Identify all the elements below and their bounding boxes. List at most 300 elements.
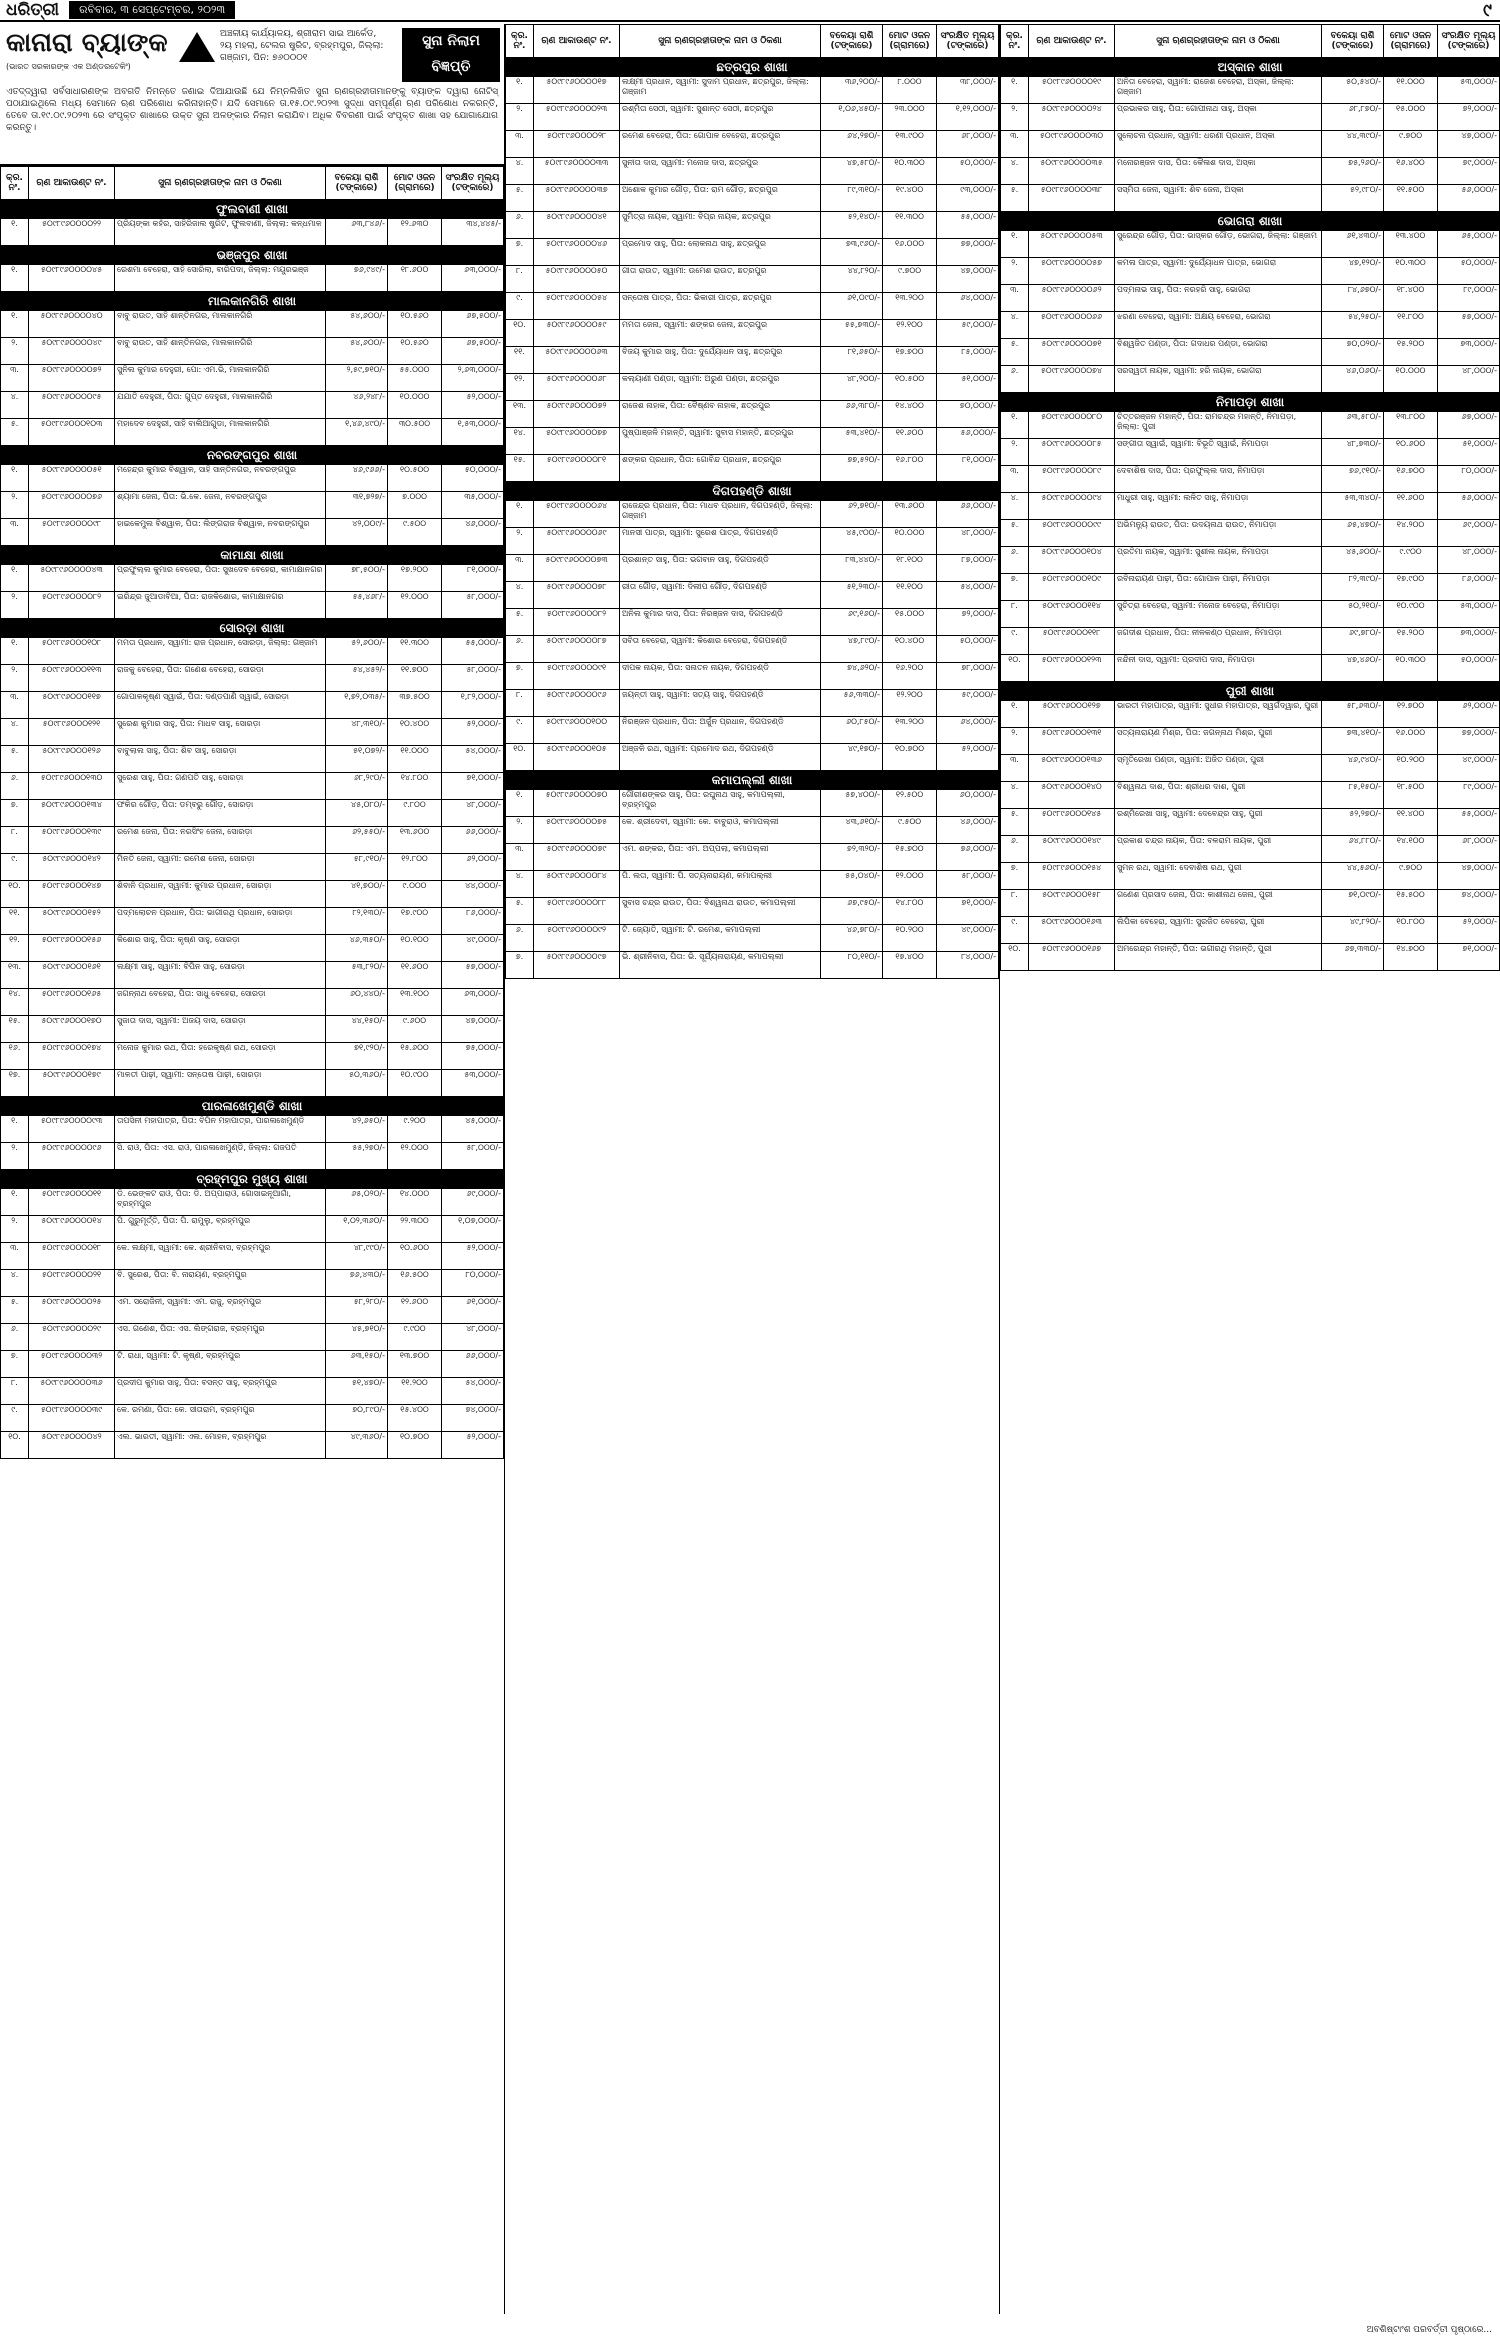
reserve-price: ୪୯,୦୦୦/- [1438, 755, 1500, 782]
table-row [1, 265, 504, 292]
gold-weight: ୧୧.୪୦୦ [1384, 809, 1438, 836]
reserve-price: ୭୦,୦୦୦/- [937, 401, 999, 428]
serial-number: ୪. [506, 158, 534, 185]
reserve-price: ୬୨,୦୦୦/- [442, 854, 504, 881]
gold-weight: ୧୪.୦୦୦ [388, 1189, 442, 1216]
borrower-name-address: ସୁନୀତା ଦାସ, ସ୍ୱାମୀ: ମନୋଜ ଦାସ, ଛତ୍ରପୁର [620, 158, 821, 185]
borrower-name-address: ଲକ୍ଷ୍ମୀ ସାହୁ, ସ୍ୱାମୀ: ବିପିନ ସାହୁ, ସୋରଡ଼ା [115, 962, 326, 989]
branch-heading-row [1001, 393, 1500, 412]
table-row [1001, 77, 1500, 104]
serial-number: ୩. [506, 844, 534, 871]
table-row [1001, 520, 1500, 547]
reserve-price: ୧,୫୩,୦୦୦/- [442, 419, 504, 446]
branch-heading: ଛତ୍ରପୁର ଶାଖା [506, 58, 999, 77]
bank-tagline: (ଭାରତ ସରକାରଙ୍କ ଏକ ଅଣ୍ଡରଟେକିଂ) [6, 61, 131, 71]
table-row [506, 347, 999, 374]
borrower-name-address: ଟି. ରାଧା, ସ୍ୱାମୀ: ଟି. କୃଷ୍ଣ, ବ୍ରହ୍ମପୁର [115, 1351, 326, 1378]
loan-account-number: ୫୦୯୮୯୬୦୦୦୦୮୭ [534, 636, 620, 663]
borrower-name-address: ପ୍ରମୋଦ ସାହୁ, ପିତା: ଲୋକନାଥ ସାହୁ, ଛତ୍ରପୁର [620, 239, 821, 266]
reserve-price: ୪୭,୦୦୦/- [937, 266, 999, 293]
outstanding-amount: ୧,୦୬,୪୫୦/- [821, 104, 883, 131]
gold-weight: ୧୮.୬୦୦ [388, 265, 442, 292]
outstanding-amount: ୬୮,୨୯୦/- [326, 773, 388, 800]
loan-account-number: ୫୦୯୮୯୬୦୦୦୧୦୫ [534, 744, 620, 771]
reserve-price: ୫୪,୦୦୦/- [442, 746, 504, 773]
reserve-price: ୫୩,୦୦୦/- [442, 1070, 504, 1097]
table-row [1, 1070, 504, 1097]
borrower-name-address: ସନ୍ତୋଷ ପାତ୍ର, ପିତା: ଭିକାରୀ ପାତ୍ର, ଛତ୍ରପୁର [620, 293, 821, 320]
loan-account-number: ୫୦୯୮୯୬୦୦୦୦୯୨ [534, 925, 620, 952]
loan-account-number: ୫୦୯୮୯୬୦୦୦୦୪୫ [29, 265, 115, 292]
table-row [506, 528, 999, 555]
loan-account-number: ୫୦୯୮୯୬୦୦୦୦୭୬ [29, 492, 115, 519]
table-row [1, 311, 504, 338]
branch-heading-row [506, 771, 999, 790]
serial-number: ୫. [506, 609, 534, 636]
gold-weight: ୯.୯୦୦ [388, 1324, 442, 1351]
branch-heading: ବ୍ରହ୍ମପୁର ମୁଖ୍ୟ ଶାଖା [1, 1170, 504, 1189]
table-row [506, 455, 999, 482]
col-name: ସୁନା ଋଣଗ୍ରହୀତାଙ୍କ ନାମ ଓ ଠିକଣା [1115, 25, 1322, 58]
borrower-name-address: ବିଶ୍ୱନାଥ ଦାଶ, ପିତା: ଶ୍ରୀଧର ଦାଶ, ପୁରୀ [1115, 782, 1322, 809]
borrower-name-address: ଗୌରୀଶଙ୍କର ସାହୁ, ପିତା: ରଘୁନାଥ ସାହୁ, କମାପଲ୍ଲୀ, ବ୍ରହ୍ମପୁର [620, 790, 821, 817]
gold-weight: ୧୭.୪୦୦ [883, 952, 937, 979]
gold-weight: ୧୦.୯୦୦ [1384, 601, 1438, 628]
borrower-name-address: ଫକିର ଗୌଡ଼, ପିତା: ଡମ୍ବରୁ ଗୌଡ଼, ସୋରଡ଼ା [115, 800, 326, 827]
reserve-price: ୫୨,୦୦୦/- [442, 1243, 504, 1270]
reserve-price: ୭୨,୦୦୦/- [1438, 104, 1500, 131]
table-row [1, 1116, 504, 1143]
outstanding-amount: ୬୮,୮୭୦/- [1322, 104, 1384, 131]
branch-heading: ସୋରଡ଼ା ଶାଖା [1, 619, 504, 638]
page-header [0, 0, 1500, 22]
borrower-name-address: ଜଗଦୀଶ ପ୍ରଧାନ, ପିତା: ନୀଳକଣ୍ଠ ପ୍ରଧାନ, ନିମାପଡ଼ା [1115, 628, 1322, 655]
outstanding-amount: ୫୩,୮୨୦/- [326, 962, 388, 989]
borrower-name-address: ଅମରେନ୍ଦ୍ର ମହାନ୍ତି, ପିତା: ଭଗୀରଥି ମହାନ୍ତି, ପୁରୀ [1115, 944, 1322, 971]
reserve-price: ୭୬,୦୦୦/- [937, 844, 999, 871]
serial-number: ୧୦. [1, 881, 29, 908]
borrower-name-address: ଭି. ଶ୍ରୀନିବାସ, ପିତା: ଭି. ସୂର୍ଯ୍ୟନାରାୟଣ, କମାପଲ୍ଲୀ [620, 952, 821, 979]
outstanding-amount: ୫୮,୯୧୦/- [326, 854, 388, 881]
bank-name: କାନାରା ବ୍ୟାଙ୍କ [6, 28, 168, 58]
reserve-price: ୫୪,୦୦୦/- [937, 582, 999, 609]
table-row [506, 871, 999, 898]
gold-weight: ୧୧.୬୦୦ [1384, 493, 1438, 520]
reserve-price: ୭୨,୦୦୦/- [937, 609, 999, 636]
outstanding-amount: ୬୭,୯୫୦/- [821, 898, 883, 925]
reserve-price: ୪୭,୦୦୦/- [1438, 131, 1500, 158]
table-row [1001, 185, 1500, 212]
reserve-price: ୬୪,୦୦୦/- [937, 293, 999, 320]
gold-weight: ୧୦.୫୦୦ [388, 465, 442, 492]
outstanding-amount: ୫୨,୬୦୦/- [326, 638, 388, 665]
reserve-price: ୫୧,୦୦୦/- [1438, 439, 1500, 466]
issue-date: ରବିବାର, ୩ ସେପ୍ଟେମ୍ବର, ୨୦୨୩ [69, 1, 235, 19]
borrower-name-address: ସି. ରାଓ, ପିତା: ଏସ. ରାଓ, ପାରଳାଖେମୁଣ୍ଡି, ଜିଲ୍ଲା: ଗଜପତି [115, 1143, 326, 1170]
loan-account-number: ୫୦୯୮୯୬୦୦୦୧୧୭ [29, 692, 115, 719]
borrower-name-address: ବିଶ୍ୱଜିତ ପଣ୍ଡା, ପିତା: ଗଦାଧର ପଣ୍ଡା, ଭୋଗରା [1115, 339, 1322, 366]
gold-weight: ୧୪.୪୦୦ [883, 401, 937, 428]
loan-account-number: ୫୦୯୮୯୬୦୦୦୧୫୬ [29, 935, 115, 962]
borrower-name-address: ବାବୁ ରାଉତ, ସାହି ଶାନ୍ତିନଗର, ମାଲକାନଗିରି [115, 311, 326, 338]
gold-weight: ୧୦.୬୦୦ [388, 1243, 442, 1270]
outstanding-amount: ୫୪,୬୦୦/- [326, 311, 388, 338]
gold-weight: ୧୬.୦୦୦ [1384, 728, 1438, 755]
reserve-price: ୫୩,୦୦୦/- [1438, 77, 1500, 104]
outstanding-amount: ୬୨,୫୫୦/- [326, 827, 388, 854]
borrower-name-address: ତାପସିନୀ ମହାପାତ୍ର, ପିତା: ବିପିନ ମହାପାତ୍ର, ପାରଳାଖେମୁଣ୍ଡି [115, 1116, 326, 1143]
gold-weight: ୧୫.୬୦୦ [388, 1043, 442, 1070]
serial-number: ୫. [1001, 339, 1029, 366]
gold-weight: ୧୩.୨୦୦ [883, 717, 937, 744]
gold-weight: ୧୨.୭୦୦ [1384, 701, 1438, 728]
reserve-price: ୬୨,୦୦୦/- [1438, 701, 1500, 728]
borrower-name-address: ଦୀପକ ନାୟକ, ପିତା: ସନାତନ ନାୟକ, ଦିଗପହଣ୍ଡି [620, 663, 821, 690]
loan-account-number: ୫୦୯୮୯୬୦୦୦୧୨୩ [1029, 655, 1115, 682]
table-row [1001, 890, 1500, 917]
borrower-name-address: କଲ୍ୟାଣୀ ପଣ୍ଡା, ସ୍ୱାମୀ: ଅରୁଣ ପଣ୍ଡା, ଛତ୍ରପୁର [620, 374, 821, 401]
serial-number: ୧୭. [1, 1070, 29, 1097]
serial-number: ୧. [1, 311, 29, 338]
gold-weight: ୧୭.୭୦୦ [883, 347, 937, 374]
loan-account-number: ୫୦୯୮୯୬୦୦୦୦୫୧ [29, 465, 115, 492]
table-row [1001, 701, 1500, 728]
serial-number: ୩. [1, 519, 29, 546]
table-row [1, 1043, 504, 1070]
gold-weight: ୧୦.୬୦୦ [1384, 439, 1438, 466]
loan-account-number: ୫୦୯୮୯୬୦୦୦୧୫୮ [1029, 890, 1115, 917]
gold-weight: ୧୭.୯୦୦ [388, 908, 442, 935]
branch-heading: ମାଲକାନଗିରି ଶାଖା [1, 292, 504, 311]
serial-number: ୬. [506, 925, 534, 952]
notice-body: ଏତଦ୍‌ଦ୍ୱାରା ସର୍ବସାଧାରଣଙ୍କ ଅବଗତି ନିମନ୍ତେ ଜଣାଇ ଦିଆଯାଉଛି ଯେ ନିମ୍ନଲିଖିତ ସୁନା ଋଣଗ୍ରହୀତାମାନଙ୍କୁ ବ୍ୟାଙ୍କ ଦ୍ୱାରା ନୋଟିସ୍ ପଠାଯାଇଥିଲେ ମଧ୍ୟ ସେମାନେ ଋଣ ପରିଶୋଧ କରିନାହାନ୍ତି। ଯଦି ସେମାନେ ତା.୧୫.୦୯.୨୦୨୩ ସୁଦ୍ଧା ସମ୍ପୂର୍ଣ୍ଣ ଋଣ ପରିଶୋଧ ନକରନ୍ତି, ତେବେ ତା.୧୯.୦୯.୨୦୨୩ ରେ ସଂପୃକ୍ତ ଶାଖାରେ ଉକ୍ତ ସୁନା ଅଳଙ୍କାର ନିଲାମ କରାଯିବ। ଅଧିକ ବିବରଣୀ ପାଇଁ ସଂପୃକ୍ତ ଶାଖା ସହ ଯୋଗାଯୋଗ କରନ୍ତୁ। [6, 87, 498, 133]
outstanding-amount: ୭୬,୯୧୦/- [1322, 466, 1384, 493]
loan-account-number: ୫୦୯୮୯୬୦୦୦୧୬୫ [29, 989, 115, 1016]
outstanding-amount: ୫୧,୦୭୨/- [326, 746, 388, 773]
loan-account-number: ୫୦୯୮୯୬୦୦୦୦୭୯ [534, 844, 620, 871]
loan-account-number: ୫୦୯୮୯୬୦୦୦୧୪୨ [29, 854, 115, 881]
gold-weight: ୧୭.୨୦୦ [388, 565, 442, 592]
borrower-name-address: ସତ୍ୟନାରାୟଣ ମିଶ୍ର, ପିତା: ଜଗନ୍ନାଥ ମିଶ୍ର, ପୁରୀ [1115, 728, 1322, 755]
table-row [506, 663, 999, 690]
reserve-price: ୫୨,୦୦୦/- [442, 392, 504, 419]
reserve-price: ୪୮,୦୦୦/- [442, 800, 504, 827]
borrower-name-address: ସୁଚିତ୍ରା ବେହେରା, ସ୍ୱାମୀ: ମନୋଜ ବେହେରା, ନିମାପଡ଼ା [1115, 601, 1322, 628]
outstanding-amount: ୪୧,୭୦୦/- [326, 881, 388, 908]
reserve-price: ୪୫,୦୦୦/- [442, 1116, 504, 1143]
table-row [1, 908, 504, 935]
reserve-price: ୬୦,୦୦୦/- [937, 790, 999, 817]
serial-number: ୨. [506, 104, 534, 131]
outstanding-amount: ୬୦,୮୫୦/- [821, 717, 883, 744]
borrower-name-address: ମମତା ଜେନା, ସ୍ୱାମୀ: ଶଙ୍କର ଜେନା, ଛତ୍ରପୁର [620, 320, 821, 347]
gold-weight: ୧୦.୪୦୦ [883, 636, 937, 663]
gold-weight: ୯.୨୦୦ [388, 1116, 442, 1143]
gold-weight: ୯.୫୦୦ [883, 817, 937, 844]
branch-heading: ପାରଳାଖେମୁଣ୍ଡି ଶାଖା [1, 1097, 504, 1116]
borrower-name-address: ଡି. ଭେଙ୍କଟ ରାଓ, ପିତା: ଡି. ଅପ୍ପାରାଓ, ଗୋସାଇନୂଆଗାଁ, ବ୍ରହ୍ମପୁର [115, 1189, 326, 1216]
table-row [1, 565, 504, 592]
gold-weight: ୧୮.୫୦୦ [1384, 782, 1438, 809]
loan-account-number: ୫୦୯୮୯୬୦୦୦୦୩୩ [534, 158, 620, 185]
table-row [506, 690, 999, 717]
serial-number: ୬. [506, 636, 534, 663]
reserve-price: ୫୨,୦୦୦/- [1438, 917, 1500, 944]
serial-number: ୨. [1, 665, 29, 692]
gold-weight: ୧୧.୦୦୦ [1384, 77, 1438, 104]
loan-account-number: ୫୦୯୮୯୬୦୦୦୦୩୮ [1029, 185, 1115, 212]
outstanding-amount: ୪୪,୧୫୦/- [326, 1016, 388, 1043]
branch-heading-row [1, 1097, 504, 1116]
table-row [1001, 782, 1500, 809]
table-row [1, 492, 504, 519]
gold-weight: ୧୩.୯୦୦ [883, 131, 937, 158]
borrower-name-address: ଭାରତୀ ମହାପାତ୍ର, ସ୍ୱାମୀ: ସୁଧୀର ମହାପାତ୍ର, ସ୍ୱର୍ଗଦ୍ୱାର, ପୁରୀ [1115, 701, 1322, 728]
serial-number: ୧. [1, 219, 29, 246]
serial-number: ୯. [506, 717, 534, 744]
loan-account-number: ୫୦୯୮୯୬୦୦୦୦୧୯ [1029, 77, 1115, 104]
loan-account-number: ୫୦୯୮୯୬୦୦୦୦୯୬ [29, 1143, 115, 1170]
loan-account-number: ୫୦୯୮୯୬୦୦୦୧୦୩ [29, 419, 115, 446]
table-row [506, 239, 999, 266]
col-due: ବକେୟା ରାଶି (ଟଙ୍କାରେ) [1322, 25, 1384, 58]
borrower-name-address: ମାଳତୀ ପାଢ଼ୀ, ସ୍ୱାମୀ: ସନ୍ତୋଷ ପାଢ଼ୀ, ସୋରଡ଼ା [115, 1070, 326, 1097]
serial-number: ୨. [1, 492, 29, 519]
outstanding-amount: ୮୨,୩୯୦/- [1322, 574, 1384, 601]
outstanding-amount: ୬୭,୩୩୦/- [1322, 944, 1384, 971]
borrower-name-address: ଅଶୋକ କୁମାର ଗୌଡ଼, ପିତା: ରାମ ଗୌଡ଼, ଛତ୍ରପୁର [620, 185, 821, 212]
borrower-name-address: ମମତା ପ୍ରଧାନ, ସ୍ୱାମୀ: ରାଜ ପ୍ରଧାନ, ସୋରଡ଼ା, ଜିଲ୍ଲା: ଗଞ୍ଜାମ [115, 638, 326, 665]
branch-heading-row [1, 200, 504, 219]
table-row [1001, 104, 1500, 131]
table-row [506, 501, 999, 528]
serial-number: ୨. [1, 1143, 29, 1170]
reserve-price: ୮୯,୦୦୦/- [1438, 285, 1500, 312]
table-row [1, 665, 504, 692]
serial-number: ୪. [506, 582, 534, 609]
serial-number: ୭. [1, 800, 29, 827]
borrower-name-address: କେ. ରମଣା, ପିତା: କେ. ସୀତାରାମ, ବ୍ରହ୍ମପୁର [115, 1405, 326, 1432]
outstanding-amount: ୪୬,୩୫୦/- [326, 935, 388, 962]
loan-account-number: ୫୦୯୮୯୬୦୦୦୧୨୧ [29, 719, 115, 746]
loan-account-number: ୫୦୯୮୯୬୦୦୦୦୯୭ [534, 952, 620, 979]
col-name: ସୁନା ଋଣଗ୍ରହୀତାଙ୍କ ନାମ ଓ ଠିକଣା [115, 167, 326, 200]
gold-weight: ୧୬.୮୦୦ [883, 455, 937, 482]
gold-weight: ୧୪.୧୦୦ [1384, 836, 1438, 863]
serial-number: ୪. [1001, 493, 1029, 520]
reserve-price: ୫୭,୦୦୦/- [442, 962, 504, 989]
table-row [1, 419, 504, 446]
gold-weight: ୧୯.୪୦୦ [883, 185, 937, 212]
serial-number: ୧. [1, 265, 29, 292]
serial-number: ୧୦. [506, 320, 534, 347]
borrower-name-address: ନିରଞ୍ଜନ ପ୍ରଧାନ, ପିତା: ଅର୍ଜୁନ ପ୍ରଧାନ, ଦିଗପହଣ୍ଡି [620, 717, 821, 744]
reserve-price: ୫୬,୦୦୦/- [937, 428, 999, 455]
outstanding-amount: ୪୨,୦୦୯/- [326, 519, 388, 546]
reserve-price: ୪୯,୦୦୦/- [442, 935, 504, 962]
gold-weight: ୧୦.୩୦୦ [1384, 258, 1438, 285]
outstanding-amount: ୪୩,୬୧୦/- [821, 817, 883, 844]
reserve-price: ୬୧,୦୦୦/- [442, 1297, 504, 1324]
table-row [1001, 412, 1500, 439]
loan-account-number: ୫୦୯୮୯୬୦୦୦୦୫୪ [534, 293, 620, 320]
loan-account-number: ୫୦୯୮୯୬୦୦୦୦୯୬ [534, 690, 620, 717]
branch-heading: ନବରଙ୍ଗପୁର ଶାଖା [1, 446, 504, 465]
serial-number: ୧. [1, 565, 29, 592]
borrower-name-address: ମିନତି ଜେନା, ସ୍ୱାମୀ: ରମେଶ ଜେନା, ସୋରଡ଼ା [115, 854, 326, 881]
table-row [1, 1351, 504, 1378]
serial-number: ୩. [1001, 131, 1029, 158]
reserve-price: ୪୮,୦୦୦/- [1438, 547, 1500, 574]
borrower-name-address: ପଦ୍ମନାଭ ସାହୁ, ପିତା: ନରହରି ସାହୁ, ଭୋଗରା [1115, 285, 1322, 312]
gold-weight: ୧୧.୬୦୦ [388, 962, 442, 989]
gold-weight: ୧୭.୯୦୦ [1384, 574, 1438, 601]
loan-account-number: ୫୦୯୮୯୬୦୦୦୦୬୪ [534, 501, 620, 528]
table-row [506, 925, 999, 952]
auction-table-1 [0, 166, 504, 1459]
loan-account-number: ୫୦୯୮୯୬୦୦୦୧୭୦ [29, 1016, 115, 1043]
table-row [1001, 574, 1500, 601]
outstanding-amount: ୬୯,୭୮୦/- [1322, 628, 1384, 655]
borrower-name-address: ସଙ୍ଗୀତା ସ୍ୱାଇଁ, ସ୍ୱାମୀ: ବିଭୂତି ସ୍ୱାଇଁ, ନିମାପଡ଼ା [1115, 439, 1322, 466]
outstanding-amount: ୫୭,୪୦୦/- [821, 790, 883, 817]
borrower-name-address: ଝରଣା ବେହେରା, ସ୍ୱାମୀ: ଅକ୍ଷୟ ବେହେରା, ଭୋଗରା [1115, 312, 1322, 339]
loan-account-number: ୫୦୯୮୯୬୦୦୦୦୬୩ [534, 347, 620, 374]
branch-heading: ଭୋଗରା ଶାଖା [1001, 212, 1500, 231]
loan-account-number: ୫୦୯୮୯୬୦୦୦୦୩୭ [534, 185, 620, 212]
outstanding-amount: ୫୮,୬୩୦/- [1322, 701, 1384, 728]
gold-weight: ୧୬.୨୦୦ [883, 663, 937, 690]
outstanding-amount: ୭୦,୮୯୦/- [326, 1405, 388, 1432]
serial-number: ୨. [1001, 258, 1029, 285]
borrower-name-address: ସ୍ମୃତିରେଖା ପଣ୍ଡା, ସ୍ୱାମୀ: ଅଜିତ ପଣ୍ଡା, ପୁରୀ [1115, 755, 1322, 782]
branch-heading-row [1, 446, 504, 465]
borrower-name-address: ପ୍ରଫୁଲ୍ଲ କୁମାର ବେହେରା, ପିତା: ସୁଖଦେବ ବେହେରା, କାମାକ୍ଷାନଗର [115, 565, 326, 592]
serial-number: ୧. [1001, 412, 1029, 439]
borrower-name-address: ଶଙ୍କର ପ୍ରଧାନ, ପିତା: ଗୋବିନ୍ଦ ପ୍ରଧାନ, ଛତ୍ରପୁର [620, 455, 821, 482]
loan-account-number: ୫୦୯୮୯୬୦୦୦୦୩୫ [1029, 158, 1115, 185]
outstanding-amount: ୫୨,୧୪୦/- [821, 212, 883, 239]
serial-number: ୨. [1001, 728, 1029, 755]
gold-weight: ୧୫.୪୦୦ [388, 1405, 442, 1432]
reserve-price: ୪୮,୦୦୦/- [442, 1324, 504, 1351]
gold-weight: ୧୨.୮୦୦ [388, 854, 442, 881]
table-row [1001, 493, 1500, 520]
outstanding-amount: ୫୩,୩୪୦/- [1322, 493, 1384, 520]
outstanding-amount: ୬୩,୫୮୦/- [1322, 412, 1384, 439]
table-row [1001, 131, 1500, 158]
gold-weight: ୧୨.୬୦୦ [388, 1297, 442, 1324]
loan-account-number: ୫୦୯୮୯୬୦୦୦୧୭୯ [29, 1070, 115, 1097]
reserve-price: ୬୬,୦୦୦/- [442, 1351, 504, 1378]
outstanding-amount: ୬୧,୦୯୦/- [821, 293, 883, 320]
loan-account-number: ୫୦୯୮୯୬୦୦୦୧୩୯ [29, 827, 115, 854]
loan-account-number: ୫୦୯୮୯୬୦୦୦୦୩୨ [29, 1351, 115, 1378]
loan-account-number: ୫୦୯୮୯୬୦୦୦୧୨୬ [29, 746, 115, 773]
table-row [1, 1143, 504, 1170]
loan-account-number: ୫୦୯୮୯୬୦୦୦୦୬୬ [1029, 312, 1115, 339]
outstanding-amount: ୬୫,୦୨୦/- [326, 1189, 388, 1216]
bank-address: ଅଞ୍ଚଳୀୟ କାର୍ଯ୍ୟାଳୟ, ଶ୍ରୀରାମ ସାଇ ଆର୍କେଡ, ୨ୟ ମହଲା, ଟେଲର ଷ୍ଟ୍ରିଟ, ବ୍ରହ୍ମପୁର, ଜିଲ୍ଲା: ଗଞ୍ଜାମ, ପିନ: ୭୬୦୦୦୧ [220, 29, 384, 63]
reserve-price: ୮୯,୦୦୦/- [1438, 782, 1500, 809]
col-sl: କ୍ର. ନଂ. [1, 167, 29, 200]
gold-weight: ୧୨.୦୦୦ [388, 1143, 442, 1170]
borrower-name-address: ସୁଲୋଚନା ପ୍ରଧାନ, ସ୍ୱାମୀ: ଧରଣୀ ପ୍ରଧାନ, ଅସ୍କା [1115, 131, 1322, 158]
gold-weight: ୧୧.୨୦୦ [388, 1378, 442, 1405]
borrower-name-address: କମଳା ପାତ୍ର, ସ୍ୱାମୀ: ଦୁର୍ଯ୍ୟୋଧନ ପାତ୍ର, ଭୋଗରା [1115, 258, 1322, 285]
table-row [1001, 312, 1500, 339]
serial-number: ୯. [506, 293, 534, 320]
reserve-price: ୪୮,୦୦୦/- [937, 528, 999, 555]
outstanding-amount: ୬୩,୮୪୬/- [326, 219, 388, 246]
serial-number: ୧୨. [1, 935, 29, 962]
gold-weight: ୧୧.୫୦୦ [1384, 185, 1438, 212]
table-row [1, 719, 504, 746]
borrower-name-address: ଦେବାଶିଷ ଦାସ, ପିତା: ପ୍ରଫୁଲ୍ଲ ଦାସ, ନିମାପଡ଼ା [1115, 466, 1322, 493]
serial-number: ୫. [1001, 809, 1029, 836]
outstanding-amount: ୮୯,୩୧୦/- [821, 185, 883, 212]
outstanding-amount: ୮୧,୬୫୦/- [821, 347, 883, 374]
borrower-name-address: ରମେଶ ବେହେରା, ପିତା: ଗୋପାଳ ବେହେରା, ଛତ୍ରପୁର [620, 131, 821, 158]
table-row [1001, 655, 1500, 682]
borrower-name-address: ରାଜକୁ ବେହେରା, ପିତା: ଗଣେଶ ବେହେରା, ସୋରଡ଼ା [115, 665, 326, 692]
gold-weight: ୧୩.୧୦୦ [388, 989, 442, 1016]
table-row [1, 338, 504, 365]
borrower-name-address: ଅଭିମନ୍ୟୁ ରାଉତ, ପିତା: ଉଦୟନାଥ ରାଉତ, ନିମାପଡ଼ା [1115, 520, 1322, 547]
reserve-price: ୪୬,୦୦୦/- [442, 519, 504, 546]
loan-account-number: ୫୦୯୮୯୬୦୦୦୦୭୩ [534, 555, 620, 582]
loan-account-number: ୫୦୯୮୯୬୦୦୦୦୨୮ [534, 131, 620, 158]
table-row [506, 401, 999, 428]
serial-number: ୭. [506, 239, 534, 266]
borrower-name-address: ଏସ. ଗଣେଶ, ପିତା: ଏସ. ଲିଙ୍ଗରାଜ, ବ୍ରହ୍ମପୁର [115, 1324, 326, 1351]
borrower-name-address: ବି. ସୁରେଶ, ପିତା: ବି. ନାରାୟଣ, ବ୍ରହ୍ମପୁର [115, 1270, 326, 1297]
serial-number: ୨. [1, 1216, 29, 1243]
borrower-name-address: ସୁମିତ୍ରା ନାୟକ, ସ୍ୱାମୀ: ବିପ୍ର ନାୟକ, ଛତ୍ରପୁର [620, 212, 821, 239]
loan-account-number: ୫୦୯୮୯୬୦୦୦୦୫୭ [1029, 258, 1115, 285]
loan-account-number: ୫୦୯୮୯୬୦୦୦୧୬୩ [1029, 917, 1115, 944]
serial-number: ୯. [1001, 628, 1029, 655]
table-row [506, 428, 999, 455]
gold-weight: ୧୦.୦୦୦ [1384, 366, 1438, 393]
serial-number: ୧. [1001, 77, 1029, 104]
branch-heading-row [506, 482, 999, 501]
borrower-name-address: ଶ୍ୟାମା ଜେନା, ପିତା: ଭି.କେ. ଜେନା, ନବରଙ୍ଗପୁର [115, 492, 326, 519]
table-row [506, 817, 999, 844]
loan-account-number: ୫୦୯୮୯୬୦୦୦୦୧୪ [29, 1216, 115, 1243]
loan-account-number: ୫୦୯୮୯୬୦୦୦୧୪୯ [1029, 836, 1115, 863]
col-reserve: ସଂରକ୍ଷିତ ମୂଲ୍ୟ (ଟଙ୍କାରେ) [1438, 25, 1500, 58]
loan-account-number: ୫୦୯୮୯୬୦୦୦୧୫୪ [1029, 863, 1115, 890]
reserve-price: ୭୧,୦୦୦/- [442, 773, 504, 800]
notice-header [0, 24, 504, 166]
outstanding-amount: ୫୦,୩୬୦/- [326, 1070, 388, 1097]
table-row [506, 582, 999, 609]
reserve-price: ୮୧,୦୦୦/- [937, 455, 999, 482]
serial-number: ୭. [1, 1351, 29, 1378]
gold-weight: ୧୫.୨୦୦ [1384, 628, 1438, 655]
serial-number: ୬. [1001, 547, 1029, 574]
reserve-price: ୮୭,୦୦୦/- [937, 555, 999, 582]
outstanding-amount: ୩୧,୭୨୭/- [326, 492, 388, 519]
gold-weight: ୧୫.୭୦୦ [883, 844, 937, 871]
borrower-name-address: ରଶ୍ମିତା ସେଠୀ, ସ୍ୱାମୀ: ସୁଶାନ୍ତ ସେଠୀ, ଛତ୍ରପୁର [620, 104, 821, 131]
borrower-name-address: ସୁନିଲ କୁମାର ଦେହୁରୀ, ପୋ: ଏମ.ଭି, ମାଲକାନଗିରି [115, 365, 326, 392]
outstanding-amount: ୫୪,୬୦୦/- [326, 338, 388, 365]
reserve-price: ୫୯,୦୦୦/- [937, 690, 999, 717]
serial-number: ୩. [506, 555, 534, 582]
outstanding-amount: ୪୪,୩୯୦/- [1322, 131, 1384, 158]
